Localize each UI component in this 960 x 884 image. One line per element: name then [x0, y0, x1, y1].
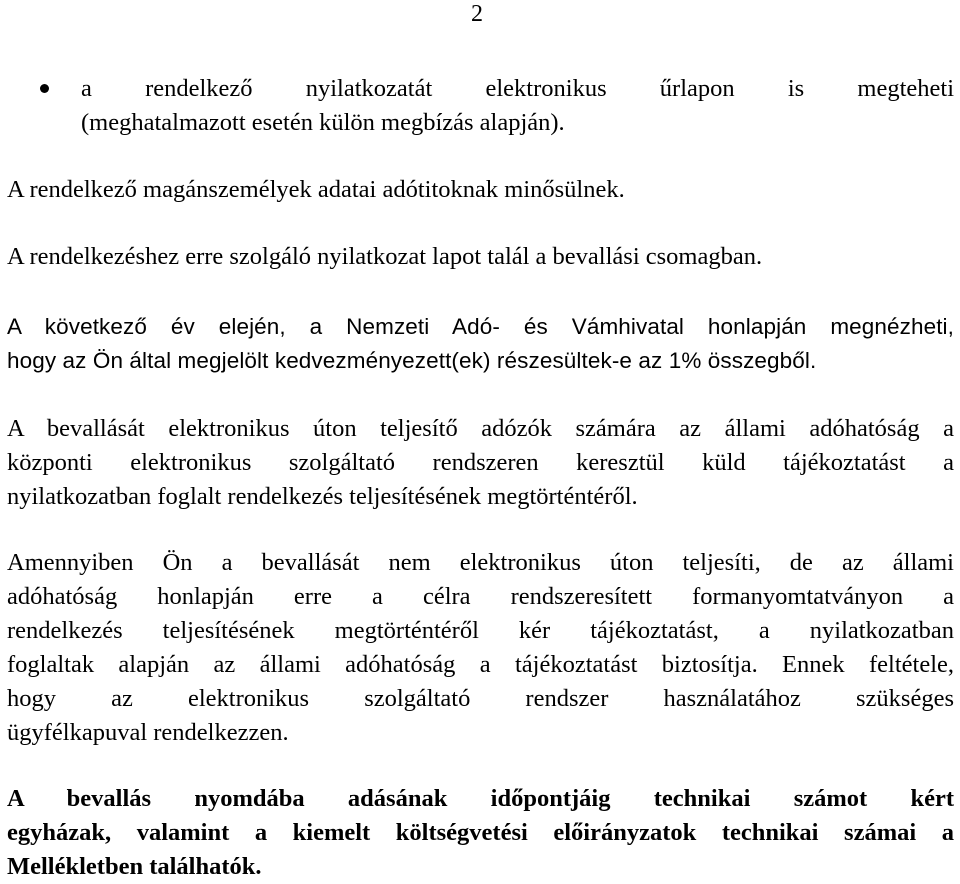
paragraph-line: foglaltak alapján az állami adóhatóság a tájékoztatást biztosítja. Ennek feltétele, — [7, 651, 954, 678]
paragraph-line: rendelkezés teljesítésének megtörténtéről kér tájékoztatást, a nyilatkozatban — [7, 617, 954, 644]
paragraph-nav-website — [7, 310, 954, 378]
bullet-icon — [40, 84, 49, 93]
paragraph-line: Mellékletben találhatók. — [7, 853, 262, 880]
paragraph-line: hogy az Ön által megjelölt kedvezményezett(ek) részesültek-e az 1% összegből. — [7, 348, 817, 373]
paragraph-line: A rendelkezéshez erre szolgáló nyilatkozat lapot talál a bevallási csomagban. — [7, 243, 763, 270]
paragraph-line: ügyfélkapuval rendelkezzen. — [7, 719, 289, 746]
paragraph-line: A következő év elején, a Nemzeti Adó- és Vámhivatal honlapján megnézheti, — [7, 314, 954, 339]
paragraph-electronic-filers — [7, 412, 954, 514]
paragraph-declaration-sheet — [7, 240, 954, 274]
paragraph-line: Amennyiben Ön a bevallását nem elektronikus úton teljesíti, de az állami — [7, 549, 954, 576]
paragraph-appendix-note — [7, 782, 954, 884]
paragraph-line: egyházak, valamint a kiemelt költségvetési előirányzatok technikai számai a — [7, 819, 954, 846]
bullet-list-item — [0, 72, 954, 140]
paragraph-line: A rendelkező magánszemélyek adatai adótitoknak minősülnek. — [7, 176, 625, 203]
page-number: 2 — [471, 1, 483, 27]
paragraph-non-electronic-filers — [7, 546, 954, 750]
paragraph-line: központi elektronikus szolgáltató rendszeren keresztül küld tájékoztatást a — [7, 449, 954, 476]
paragraph-line: A bevallását elektronikus úton teljesítő adózók számára az állami adóhatóság a — [7, 415, 954, 442]
bullet-line: a rendelkező nyilatkozatát elektronikus űrlapon is megteheti — [81, 75, 954, 102]
paragraph-line: A bevallás nyomdába adásának időpontjáig technikai számot kért — [7, 785, 954, 812]
paragraph-line: adóhatóság honlapján erre a célra rendszeresített formanyomtatványon a — [7, 583, 954, 610]
bullet-line: (meghatalmazott esetén külön megbízás alapján). — [81, 109, 565, 136]
paragraph-confidentiality — [7, 173, 954, 207]
bullet-text — [81, 72, 954, 140]
paragraph-line: nyilatkozatban foglalt rendelkezés teljesítésének megtörténtéről. — [7, 483, 638, 510]
paragraph-line: hogy az elektronikus szolgáltató rendszer használatához szükséges — [7, 685, 954, 712]
